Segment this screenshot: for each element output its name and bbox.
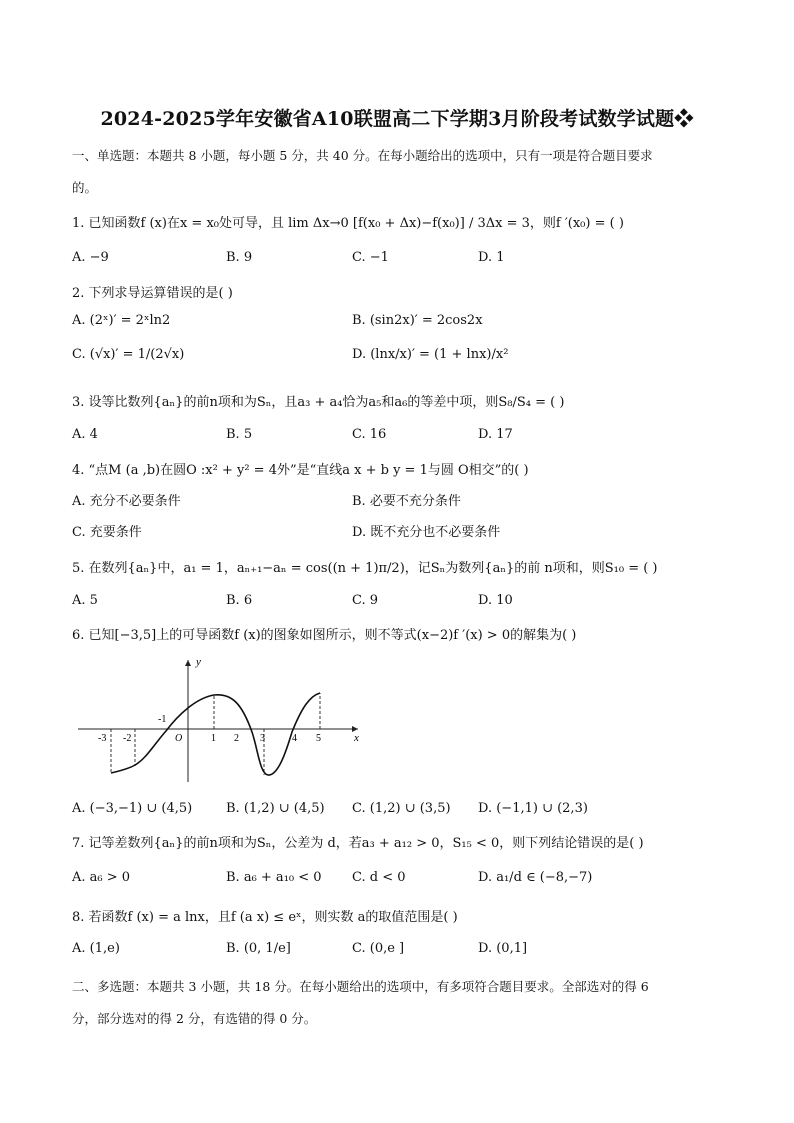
question-5-stem: 5. 在数列{aₙ}中，a₁ = 1，aₙ₊₁−aₙ = cos((n + 1)π/2)，记Sₙ为数列{aₙ}的前 n项和，则S₁₀ = ( )	[72, 561, 658, 576]
q5-option-d: D. 10	[478, 593, 513, 608]
question-2-stem: 2. 下列求导运算错误的是( )	[72, 286, 233, 301]
tick-label-3: 3	[260, 733, 265, 744]
section-1-heading-cont: 的。	[72, 180, 98, 195]
q1-option-b: B. 9	[226, 250, 253, 265]
section-1-heading: 一、单选题：本题共 8 小题，每小题 5 分，共 40 分。在每小题给出的选项中，只有一项是符合题目要求	[72, 148, 653, 163]
q3-option-d: D. 17	[478, 427, 513, 442]
q2-option-a: A. (2ˣ)′ = 2ˣln2	[72, 313, 171, 328]
q6-option-b: B. (1,2) ∪ (4,5)	[226, 801, 325, 816]
function-graph-figure	[74, 652, 374, 790]
tick-label-5: 5	[316, 733, 321, 744]
section-2-heading-cont: 分，部分选对的得 2 分，有选错的得 0 分。	[72, 1011, 317, 1026]
q4-option-a: A. 充分不必要条件	[72, 494, 181, 509]
q8-option-b: B. (0, 1/e]	[226, 941, 291, 956]
q2-option-b: B. (sin2x)′ = 2cos2x	[352, 313, 483, 328]
q2-option-c: C. (√x)′ = 1/(2√x)	[72, 347, 185, 362]
tick-label-neg1: -1	[158, 714, 167, 725]
x-axis-label: x	[354, 732, 359, 744]
question-7-stem: 7. 记等差数列{aₙ}的前n项和为Sₙ，公差为 d，若a₃ + a₁₂ > 0，S₁₅ < 0，则下列结论错误的是( )	[72, 836, 644, 851]
question-1-stem: 1. 已知函数f (x)在x = x₀处可导，且 lim Δx→0 [f(x₀ + Δx)−f(x₀)] / 3Δx = 3，则f ′(x₀) = ( )	[72, 216, 624, 231]
q2-option-d: D. (lnx/x)′ = (1 + lnx)/x²	[352, 347, 509, 362]
q8-option-d: D. (0,1]	[478, 941, 528, 956]
q7-option-b: B. a₆ + a₁₀ < 0	[226, 870, 322, 885]
q8-option-a: A. (1,e)	[72, 941, 120, 956]
q1-option-a: A. −9	[72, 250, 109, 265]
question-4-stem: 4. “点M (a ,b)在圆O :x² + y² = 4外”是“直线a x + b y = 1与圆 O相交”的( )	[72, 463, 529, 478]
tick-label-2: 2	[234, 733, 239, 744]
q5-option-b: B. 6	[226, 593, 253, 608]
q7-option-c: C. d < 0	[352, 870, 406, 885]
q5-option-c: C. 9	[352, 593, 379, 608]
q3-option-c: C. 16	[352, 427, 387, 442]
page-title: 2024-2025学年安徽省A10联盟高二下学期3月阶段考试数学试题❖	[100, 108, 694, 130]
q1-option-d: D. 1	[478, 250, 505, 265]
q3-option-a: A. 4	[72, 427, 98, 442]
question-6-stem: 6. 已知[−3,5]上的可导函数f (x)的图象如图所示，则不等式(x−2)f ′(x) > 0的解集为( )	[72, 628, 577, 643]
q5-option-a: A. 5	[72, 593, 98, 608]
q6-option-a: A. (−3,−1) ∪ (4,5)	[72, 801, 193, 816]
tick-label-neg3: -3	[98, 733, 107, 744]
section-2-heading: 二、多选题：本题共 3 小题，共 18 分。在每小题给出的选项中，有多项符合题目要求。全部选对的得 6	[72, 979, 649, 994]
origin-label: O	[175, 733, 183, 744]
q4-option-b: B. 必要不充分条件	[352, 494, 461, 509]
y-axis-label: y	[196, 656, 201, 668]
question-8-stem: 8. 若函数f (x) = a lnx，且f (a x) ≤ eˣ，则实数 a的取值范围是( )	[72, 910, 458, 925]
q7-option-d: D. a₁/d ∈ (−8,−7)	[478, 870, 593, 885]
q8-option-c: C. (0,e ]	[352, 941, 405, 956]
question-3-stem: 3. 设等比数列{aₙ}的前n项和为Sₙ，且a₃ + a₄恰为a₅和a₆的等差中项，则S₈/S₄ = ( )	[72, 395, 565, 410]
tick-label-4: 4	[292, 733, 297, 744]
tick-label-neg2: -2	[123, 733, 132, 744]
q1-option-c: C. −1	[352, 250, 389, 265]
q7-option-a: A. a₆ > 0	[72, 870, 131, 885]
q6-option-d: D. (−1,1) ∪ (2,3)	[478, 801, 588, 816]
q3-option-b: B. 5	[226, 427, 253, 442]
q4-option-c: C. 充要条件	[72, 525, 142, 540]
tick-label-1: 1	[211, 733, 216, 744]
q6-option-c: C. (1,2) ∪ (3,5)	[352, 801, 451, 816]
q4-option-d: D. 既不充分也不必要条件	[352, 525, 501, 540]
